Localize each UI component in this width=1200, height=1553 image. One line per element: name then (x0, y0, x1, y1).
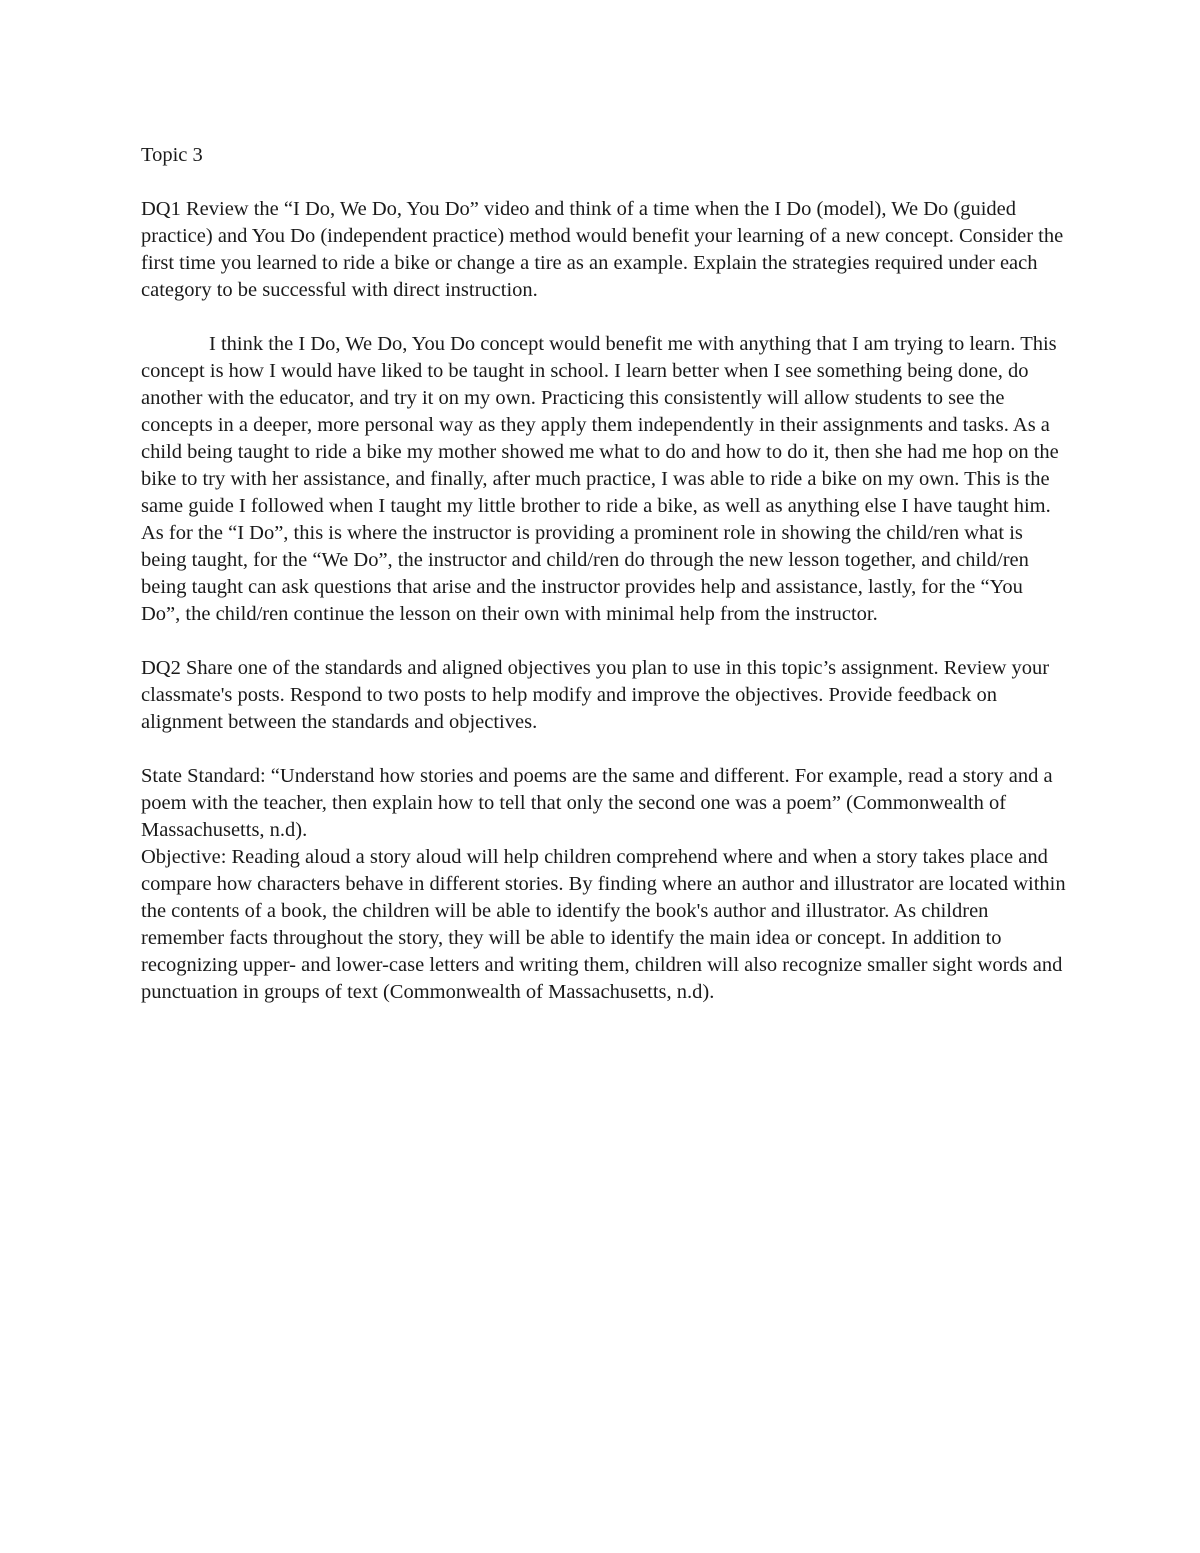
document-title: Topic 3 (141, 144, 203, 166)
objective: Objective: Reading aloud a story aloud will help children comprehend where and when a story takes place and compare how characters behave in different stories. By finding where an author and illustrator are located within the contents of a book, the children will be able to identify the book's author and illustrator. As children remember facts throughout the story, they will be able to identify the main idea or concept. In addition to recognizing upper- and lower-case letters and writing them, children will also recognize smaller sight words and punctuation in groups of text (Commonwealth of Massachusetts, n.d). (141, 846, 1066, 1003)
state-standard: State Standard: “Understand how stories and poems are the same and different. For example, read a story and a poem with the teacher, then explain how to tell that only the second one was a poem” (Commonwealth of Massachusetts, n.d). (141, 765, 1053, 841)
dq1-prompt: DQ1 Review the “I Do, We Do, You Do” video and think of a time when the I Do (model), We Do (guided practice) and You Do (independent practice) method would benefit your learning of a new concept. Consider the first time you learned to ride a bike or change a tire as an example. Explain the strategies required under each category to be successful with direct instruction. (141, 198, 1064, 301)
dq2-prompt: DQ2 Share one of the standards and aligned objectives you plan to use in this topic’s assignment. Review your classmate's posts. Respond to two posts to help modify and improve the objectives. Provide feedback on alignment between the standards and objectives. (141, 657, 1050, 733)
dq1-response: I think the I Do, We Do, You Do concept would benefit me with anything that I am trying to learn. This concept is how I would have liked to be taught in school. I learn better when I see something being done, do another with the educator, and try it on my own. Practicing this consistently will allow students to see the concepts in a deeper, more personal way as they apply them independently in their assignments and tasks. As a child being taught to ride a bike my mother showed me what to do and how to do it, then she had me hop on the bike to try with her assistance, and finally, after much practice, I was able to ride a bike on my own. This is the same guide I followed when I taught my little brother to ride a bike, as well as anything else I have taught him. As for the “I Do”, this is where the instructor is providing a prominent role in showing the child/ren what is being taught, for the “We Do”, the instructor and child/ren do through the new lesson together, and child/ren being taught can ask questions that arise and the instructor provides help and assistance, lastly, for the “You Do”, the child/ren continue the lesson on their own with minimal help from the instructor. (141, 333, 1059, 625)
document-body (141, 142, 1066, 1006)
